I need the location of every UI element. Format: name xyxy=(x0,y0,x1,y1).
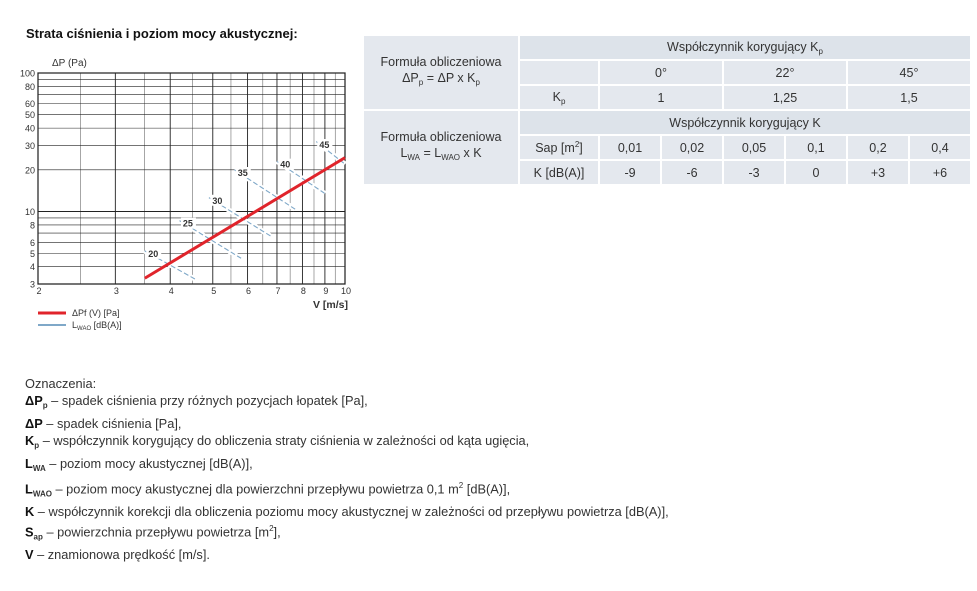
sap-value: 0,2 xyxy=(848,136,908,159)
sap-value: 0,4 xyxy=(910,136,970,159)
legend-noise-label: $L_{WAO}$ [dB(A)] xyxy=(72,320,122,332)
y-tick-label: 8 xyxy=(29,220,35,231)
y-tick-label: 10 xyxy=(24,207,35,218)
formula-noise: $L_{WA} = L_{WAO}$ x K xyxy=(400,146,482,162)
k-value: 0 xyxy=(786,161,846,184)
k-value: +6 xyxy=(910,161,970,184)
k-value: -6 xyxy=(662,161,722,184)
x-tick-label: 5 xyxy=(211,286,217,296)
y-tick-label: 80 xyxy=(24,81,35,92)
formula-cell-noise xyxy=(364,111,518,184)
x-tick-label: 4 xyxy=(168,286,174,296)
note-item: $L_{WAO}$ – poziom mocy akustycznej dla powierzchni przepływu powietrza 0,1 $m^2$ [dB(A)], xyxy=(25,481,511,499)
y-tick-label: 40 xyxy=(24,123,35,134)
note-item: $S_{ap}$ – powierzchnia przepływu powietrza $[m^2]$, xyxy=(25,524,281,542)
x-tick-label: 3 xyxy=(113,286,119,296)
noise-line-label: 40 xyxy=(280,159,291,170)
formula-label: Formuła obliczeniowa xyxy=(380,130,502,144)
notes-heading: Oznaczenia: xyxy=(25,376,97,391)
sap-value: 0,01 xyxy=(600,136,660,159)
noise-line-label: 35 xyxy=(237,168,248,179)
x-tick-labels xyxy=(36,286,351,296)
noise-line-label: 45 xyxy=(319,140,330,151)
angle-45: 45° xyxy=(848,61,970,84)
y-tick-label: 50 xyxy=(24,110,35,121)
sap-label: Sap $[m^2]$ xyxy=(520,136,598,159)
noise-line-label: 25 xyxy=(182,218,193,229)
k-value: -9 xyxy=(600,161,660,184)
chart-title: Strata ciśnienia i poziom mocy akustycznej: xyxy=(26,26,298,41)
kp-label: $K_p$ xyxy=(520,86,598,109)
y-tick-label: 60 xyxy=(24,99,35,110)
y-tick-label: 3 xyxy=(29,279,35,290)
y-tick-label: 6 xyxy=(29,237,35,248)
y-axis-label: ΔP (Pa) xyxy=(52,58,87,69)
angle-0: 0° xyxy=(600,61,722,84)
k-value: -3 xyxy=(724,161,784,184)
x-tick-label: 9 xyxy=(323,286,329,296)
correction-table xyxy=(362,34,972,186)
y-tick-label: 20 xyxy=(24,165,35,176)
formula-pressure: $\Delta P_p = \Delta P$ x $K_p$ xyxy=(402,71,480,87)
legend-pressure-label: ΔPf (V) [Pa] xyxy=(72,308,120,318)
note-item: V – znamionowa prędkość [m/s]. xyxy=(25,546,210,562)
kp-value: 1,25 xyxy=(724,86,846,109)
x-tick-label: 2 xyxy=(36,286,42,296)
y-tick-label: 30 xyxy=(24,140,35,151)
header-k: Współczynnik korygujący K xyxy=(520,111,970,134)
k-value: +3 xyxy=(848,161,908,184)
legend-notes xyxy=(25,375,669,563)
x-axis-label: V [m/s] xyxy=(313,299,349,311)
x-tick-label: 8 xyxy=(300,286,306,296)
y-tick-label: 5 xyxy=(29,248,35,259)
kp-value: 1,5 xyxy=(848,86,970,109)
note-item: $L_{WA}$ – poziom mocy akustycznej [dB(A)], xyxy=(25,455,253,473)
x-tick-label: 10 xyxy=(340,286,352,296)
y-tick-labels xyxy=(20,69,35,290)
sap-value: 0,02 xyxy=(662,136,722,159)
notes-list xyxy=(25,392,669,563)
noise-line-label: 20 xyxy=(148,248,159,259)
x-tick-label: 6 xyxy=(246,286,252,296)
y-tick-label: 100 xyxy=(19,68,35,79)
note-item: ΔP – spadek ciśnienia [Pa], xyxy=(25,415,182,431)
note-item: $K_p$ – współczynnik korygujący do obliczenia straty ciśnienia w zależności od kąta ugięcia, xyxy=(25,433,530,451)
noise-line-label: 30 xyxy=(212,195,223,206)
sap-value: 0,1 xyxy=(786,136,846,159)
note-item: K – współczynnik korekcji dla obliczenia poziomu mocy akustycznej w zależności od przepływu powietrza [dB(A)], xyxy=(25,503,669,519)
note-item: $\Delta P_p$ – spadek ciśnienia przy różnych pozycjach łopatek [Pa], xyxy=(25,393,368,411)
header-kp: Współczynnik korygujący $K_p$ xyxy=(520,36,970,59)
angle-blank-cell xyxy=(520,61,598,84)
k-label: K [dB(A)] xyxy=(520,161,598,184)
kp-value: 1 xyxy=(600,86,722,109)
formula-label: Formuła obliczeniowa xyxy=(380,55,502,69)
y-tick-label: 4 xyxy=(29,262,35,273)
pressure-noise-chart xyxy=(0,0,360,345)
angle-22: 22° xyxy=(724,61,846,84)
x-tick-label: 7 xyxy=(275,286,281,296)
sap-value: 0,05 xyxy=(724,136,784,159)
formula-cell-pressure xyxy=(364,36,518,109)
